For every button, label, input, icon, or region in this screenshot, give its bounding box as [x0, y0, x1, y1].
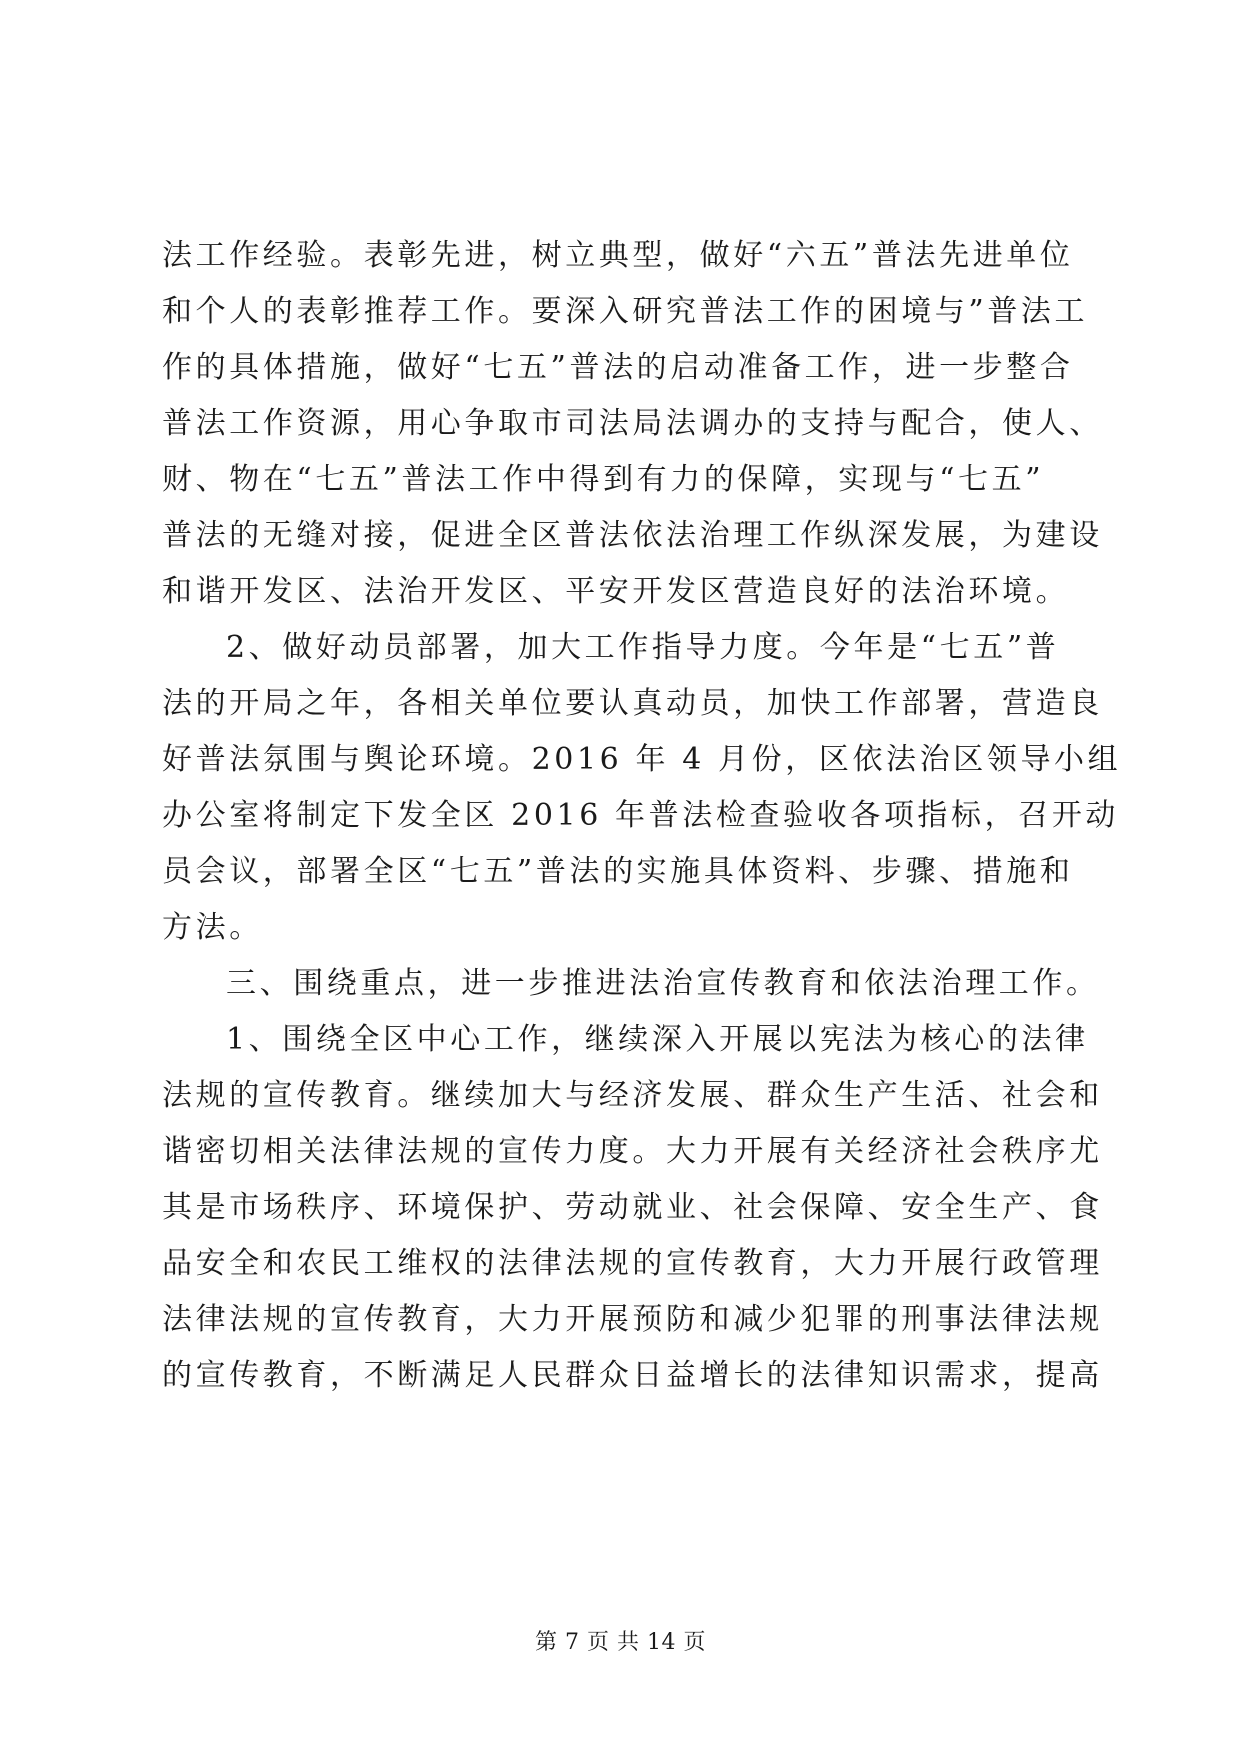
text-line: 其是市场秩序、环境保护、劳动就业、社会保障、安全生产、食 — [162, 1190, 1103, 1225]
text-line: 普法工作资源，用心争取市司法局法调办的支持与配合，使人、 — [162, 406, 1103, 441]
text-line: 法的开局之年，各相关单位要认真动员，加快工作部署，营造良 — [162, 686, 1103, 721]
text-line: 谐密切相关法律法规的宣传力度。大力开展有关经济社会秩序尤 — [162, 1134, 1103, 1169]
text-line: 2、做好动员部署，加大工作指导力度。今年是“七五”普 — [226, 630, 1060, 665]
text-line: 方法。 — [162, 910, 263, 945]
text-line: 和谐开发区、法治开发区、平安开发区营造良好的法治环境。 — [162, 574, 1070, 609]
text-line: 品安全和农民工维权的法律法规的宣传教育，大力开展行政管理 — [162, 1246, 1103, 1281]
text-line: 办公室将制定下发全区 2016 年普法检查验收各项指标，召开动 — [162, 798, 1120, 833]
text-line: 员会议，部署全区“七五”普法的实施具体资料、步骤、措施和 — [162, 854, 1074, 889]
page-footer: 第 7 页 共 14 页 — [535, 1630, 706, 1655]
text-line: 普法的无缝对接，促进全区普法依法治理工作纵深发展，为建设 — [162, 518, 1103, 553]
text-line: 法规的宣传教育。继续加大与经济发展、群众生产生活、社会和 — [162, 1078, 1103, 1113]
text-line: 三、围绕重点，进一步推进法治宣传教育和依法治理工作。 — [226, 966, 1100, 1001]
text-line: 财、物在“七五”普法工作中得到有力的保障，实现与“七五” — [162, 462, 1045, 497]
document-body — [162, 228, 1122, 1404]
text-line: 法律法规的宣传教育，大力开展预防和减少犯罪的刑事法律法规 — [162, 1302, 1103, 1337]
text-line: 和个人的表彰推荐工作。要深入研究普法工作的困境与”普法工 — [162, 294, 1089, 329]
text-line: 1、围绕全区中心工作，继续深入开展以宪法为核心的法律 — [226, 1022, 1089, 1057]
text-line: 的宣传教育，不断满足人民群众日益增长的法律知识需求，提高 — [162, 1358, 1103, 1393]
text-line: 作的具体措施，做好“七五”普法的启动准备工作，进一步整合 — [162, 350, 1074, 385]
text-line: 好普法氛围与舆论环境。2016 年 4 月份，区依法治区领导小组 — [162, 742, 1122, 777]
text-line: 法工作经验。表彰先进，树立典型，做好“六五”普法先进单位 — [162, 238, 1074, 273]
